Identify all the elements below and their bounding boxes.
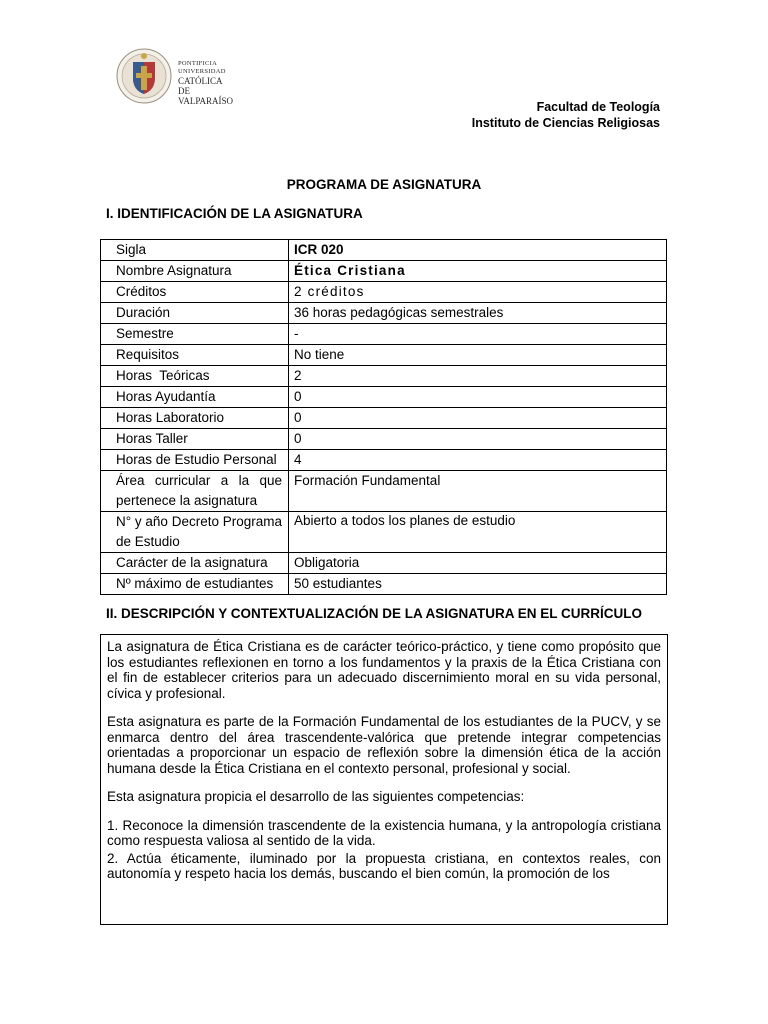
row-value: Obligatoria	[289, 553, 667, 574]
section-2-heading: II. DESCRIPCIÓN Y CONTEXTUALIZACIÓN DE LA ASIGNATURA EN EL CURRÍCULO	[106, 606, 643, 621]
description-paragraph-3: Esta asignatura propicia el desarrollo de las siguientes competencias:	[107, 789, 525, 804]
table-row	[101, 408, 667, 429]
institute-name: Instituto de Ciencias Religiosas	[471, 116, 660, 130]
table-row	[101, 240, 667, 261]
row-label: Horas de Estudio Personal	[101, 450, 289, 471]
row-label	[101, 512, 289, 553]
table-row	[101, 261, 667, 282]
table-row	[101, 429, 667, 450]
competency-1: 1. Reconoce la dimensión trascendente de la existencia humana, y la antropología cristiana como respuesta valiosa al sentido de la vida.	[107, 817, 661, 848]
row-label: Créditos	[101, 282, 289, 303]
row-label: Horas Teóricas	[101, 366, 289, 387]
row-value: No tiene	[289, 345, 667, 366]
row-value: -	[289, 324, 667, 345]
row-value: Formación Fundamental	[289, 471, 667, 512]
table-row	[101, 574, 667, 595]
logo-wordmark	[178, 60, 233, 106]
row-label-line-1: N° y año Decreto Programa	[116, 514, 282, 529]
logo-line-3: CATÓLICA DE	[178, 76, 223, 96]
row-label: Horas Laboratorio	[101, 408, 289, 429]
faculty-name: Facultad de Teología	[536, 100, 660, 114]
table-row	[101, 512, 667, 553]
row-label-line-1: Área curricular a la que	[116, 473, 282, 488]
row-label: Horas Taller	[101, 429, 289, 450]
table-row	[101, 282, 667, 303]
row-label	[101, 471, 289, 512]
row-label: Duración	[101, 303, 289, 324]
table-row	[101, 345, 667, 366]
university-logo	[116, 44, 232, 106]
table-row	[101, 303, 667, 324]
row-value: 0	[289, 387, 667, 408]
table-row	[101, 324, 667, 345]
description-box	[100, 634, 668, 925]
row-label: Semestre	[101, 324, 289, 345]
identification-table	[100, 239, 667, 595]
row-value: 0	[289, 429, 667, 450]
row-value: ICR 020	[289, 240, 667, 261]
logo-line-2: UNIVERSIDAD	[178, 68, 226, 75]
row-value: Ética Cristiana	[289, 261, 667, 282]
description-paragraph-2: Esta asignatura es parte de la Formación Fundamental de los estudiantes de la PUCV, y se enmarca dentro del área trascendente-valórica que pretende integrar competencias orientadas a proporcionar un espacio de reflexión sobre la dimensión ética de la acción humana desde la Ética Cristiana en el contexto personal, profesional y social.	[107, 714, 661, 776]
row-label: Requisitos	[101, 345, 289, 366]
faculty-header	[472, 99, 660, 131]
row-value: 2 créditos	[289, 282, 667, 303]
row-label: Horas Ayudantía	[101, 387, 289, 408]
row-label: Carácter de la asignatura	[101, 553, 289, 574]
table-row	[101, 387, 667, 408]
row-value: 0	[289, 408, 667, 429]
row-label: Sigla	[101, 240, 289, 261]
competency-2: 2. Actúa éticamente, iluminado por la propuesta cristiana, en contextos reales, con autonomía y respeto hacia los demás, buscando el bien común, la promoción de los	[107, 850, 661, 881]
table-row	[101, 553, 667, 574]
row-label: Nº máximo de estudiantes	[101, 574, 289, 595]
section-1-heading: I. IDENTIFICACIÓN DE LA ASIGNATURA	[106, 206, 363, 221]
description-paragraph-1: La asignatura de Ética Cristiana es de carácter teórico-práctico, y tiene como propósito que los estudiantes reflexionen en torno a los fundamentos y la praxis de la Ética Cristiana con el fin de establecer criterios para un adecuado discernimiento moral en su vida personal, cívica y profesional.	[107, 639, 661, 701]
university-seal-icon	[116, 44, 176, 106]
table-row	[101, 471, 667, 512]
logo-line-4: VALPARAÍSO	[178, 96, 234, 106]
row-value: 50 estudiantes	[289, 574, 667, 595]
program-title: PROGRAMA DE ASIGNATURA	[286, 177, 482, 192]
row-label-line-2: pertenece la asignatura	[116, 493, 258, 508]
row-value: 2	[289, 366, 667, 387]
row-label: Nombre Asignatura	[101, 261, 289, 282]
row-value: 4	[289, 450, 667, 471]
table-row	[101, 450, 667, 471]
logo-line-1: PONTIFICIA	[178, 60, 218, 67]
row-label-line-2: de Estudio	[116, 534, 180, 549]
row-value: 36 horas pedagógicas semestrales	[289, 303, 667, 324]
row-value: Abierto a todos los planes de estudio	[289, 512, 667, 553]
table-row	[101, 366, 667, 387]
